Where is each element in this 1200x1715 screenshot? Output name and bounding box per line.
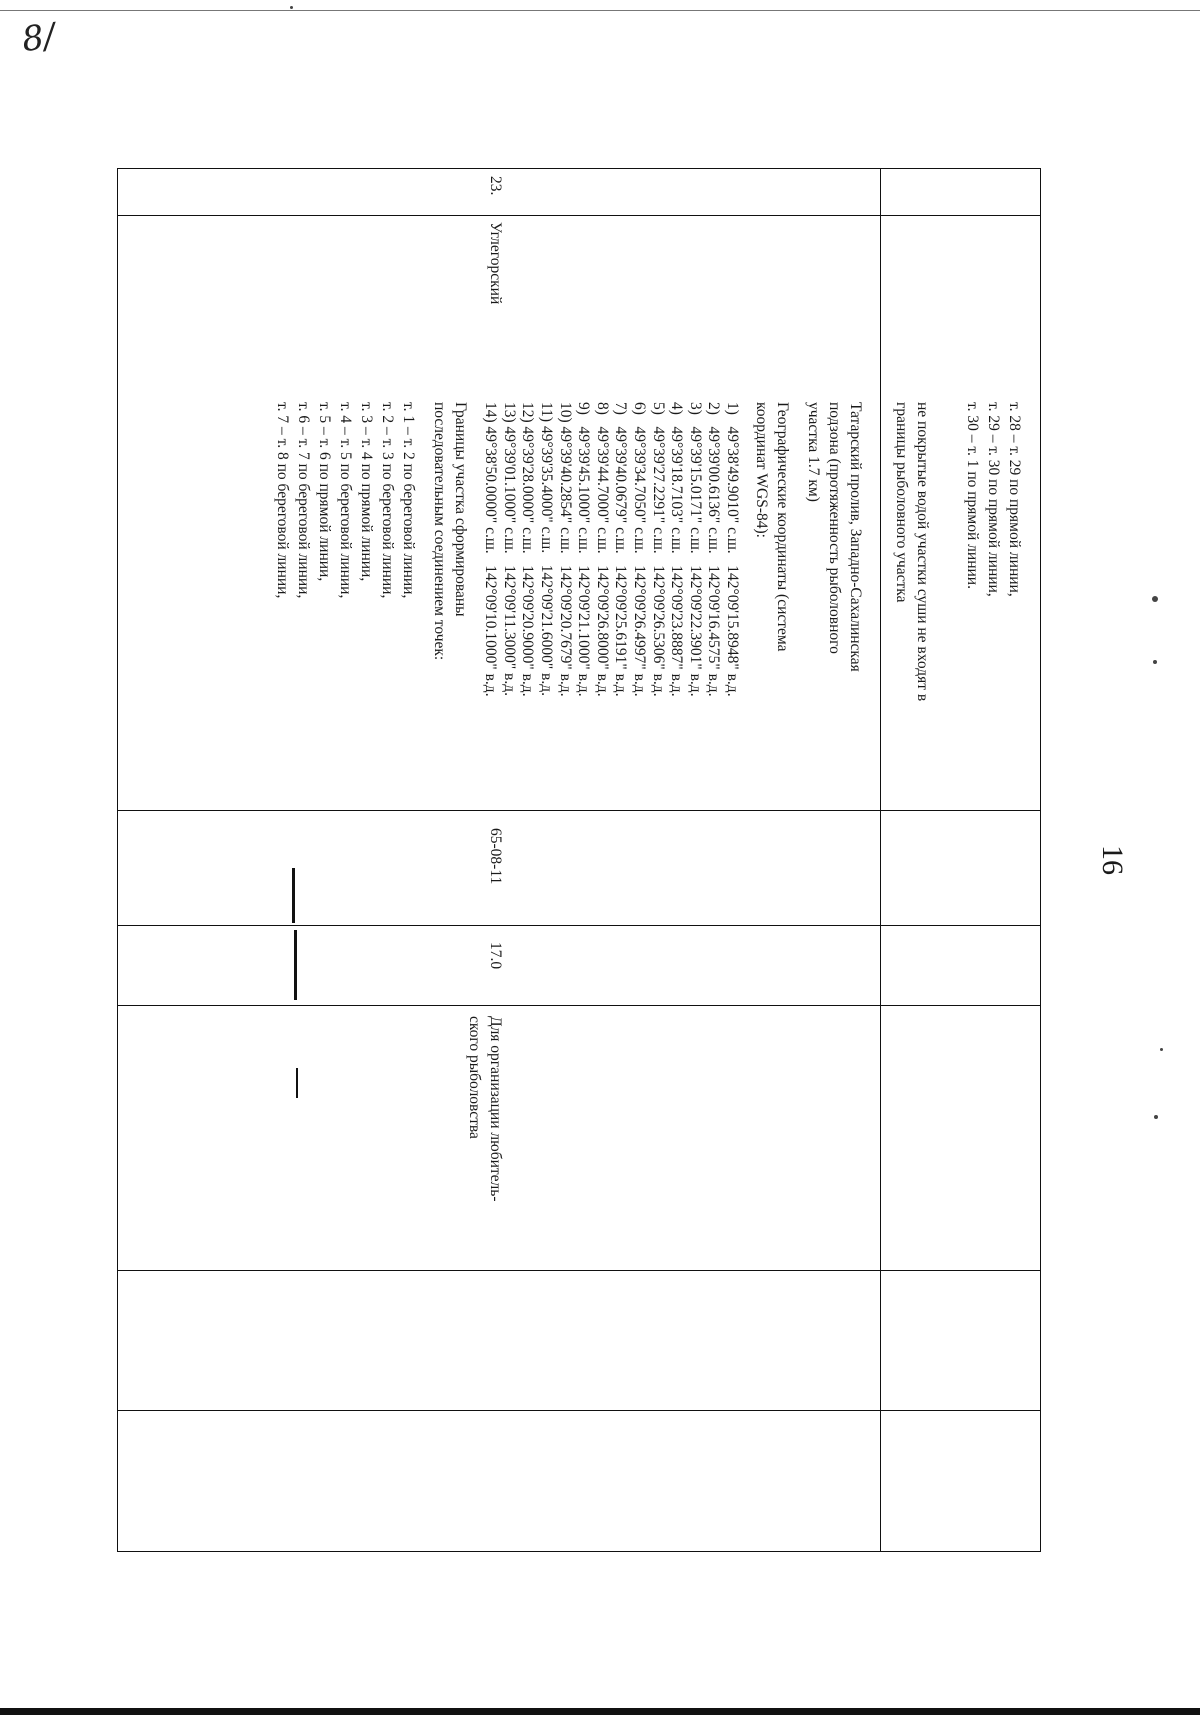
prev-row-note-line: границы рыболовного участка	[893, 402, 910, 603]
site-area: 17.0	[487, 942, 504, 970]
handwritten-mark: 8/	[19, 15, 58, 61]
coordinate-row: 1) 49°38'49.9010" с.ш. 142°09'15.8948" в.д.	[724, 402, 741, 697]
table-column-divider	[880, 168, 881, 1552]
coordinate-row: 8) 49°39'44.7000" с.ш. 142°09'26.8000" в.д.	[593, 402, 611, 697]
location-line: участка 1.7 км)	[805, 402, 822, 502]
bounds-line: т. 2 – т. 3 по береговой линии,	[378, 402, 396, 599]
table-row-divider	[117, 1410, 1041, 1411]
coordinate-row: 5) 49°39'27.2291" с.ш. 142°09'26.5306" в.д.	[649, 402, 667, 697]
site-code: 65-08-11	[487, 828, 504, 885]
bounds-title-line: Границы участка сформированы	[451, 402, 469, 617]
location-line: Татарский пролив, Западно-Сахалинская	[847, 402, 864, 672]
location-line: подзона (протяженность рыболовного	[826, 402, 843, 654]
scan-mark	[294, 930, 297, 1000]
table-frame	[117, 168, 1041, 1552]
bounds-title-line: последовательным соединением точек:	[430, 402, 448, 661]
bounds-line: т. 6 – т. 7 по береговой линии,	[294, 402, 312, 599]
coordinates-list	[481, 402, 741, 697]
prev-row-line: т. 28 – т. 29 по прямой линии,	[1006, 402, 1023, 597]
coordinate-row: 3) 49°39'15.0171" с.ш. 142°09'22.3901" в.д.	[686, 402, 704, 697]
scan-speck	[1154, 1115, 1158, 1119]
purpose-line: ского рыболовства	[466, 1016, 483, 1139]
purpose-line: Для организации любитель-	[487, 1016, 504, 1202]
scan-speck	[1160, 1048, 1163, 1051]
prev-row-note	[891, 402, 933, 701]
coords-title-line: координат WGS-84):	[753, 402, 770, 538]
site-purpose	[464, 1016, 506, 1202]
table-row-divider	[117, 1005, 1041, 1006]
coordinate-row: 7) 49°39'40.0679" с.ш. 142°09'25.6191" в.д.	[612, 402, 630, 697]
coordinate-row: 13) 49°39'01.1000" с.ш. 142°09'11.3000" в.д.	[500, 402, 518, 696]
scan-top-line	[0, 10, 1200, 11]
district-name: Углегорский	[487, 222, 504, 305]
scan-speck	[290, 6, 293, 9]
coordinate-row: 6) 49°39'34.7050" с.ш. 142°09'26.4997" в.д.	[631, 402, 649, 697]
table-row-divider	[117, 925, 1041, 926]
bounds-line: т. 3 – т. 4 по прямой линии,	[357, 402, 375, 582]
site-description	[272, 402, 866, 697]
coordinate-row: 2) 49°39'00.6136" с.ш. 142°09'16.4575" в.д.	[705, 402, 723, 697]
page-number: 16	[1096, 845, 1129, 875]
prev-row-note-line: не покрытые водой участки суши не входят в	[914, 402, 931, 702]
bounds-line: т. 1 – т. 2 по береговой линии,	[399, 402, 417, 599]
bounds-line: т. 5 – т. 6 по прямой линии,	[315, 402, 333, 582]
coordinate-row: 11) 49°39'35.4000" с.ш. 142°09'21.6000" в.д.	[538, 402, 556, 696]
prev-row-lines	[962, 402, 1025, 597]
table-row-divider	[117, 215, 1041, 216]
scan-mark	[296, 1068, 298, 1098]
coords-title-line: Географические координаты (система	[774, 402, 791, 652]
coordinate-row: 10) 49°39'40.2854" с.ш. 142°09'20.7679" в.д.	[556, 402, 574, 697]
coordinate-row: 4) 49°39'18.7103" с.ш. 142°09'23.8887" в.д.	[668, 402, 686, 697]
scan-mark	[292, 868, 295, 923]
scan-speck	[1153, 660, 1157, 664]
coordinate-row: 12) 49°39'28.0000" с.ш. 142°09'20.9000" в.д.	[519, 402, 537, 697]
coordinate-row: 9) 49°39'45.1000" с.ш. 142°09'21.1000" в.д.	[575, 402, 593, 697]
prev-row-line: т. 29 – т. 30 по прямой линии,	[985, 402, 1002, 597]
coordinate-row: 14) 49°38'50.0000" с.ш. 142°09'10.1000" в.д.	[482, 402, 500, 697]
table-row-divider	[117, 810, 1041, 811]
bounds-line: т. 4 – т. 5 по береговой линии,	[336, 402, 354, 599]
scan-speck	[1152, 596, 1158, 602]
row-number: 23.	[487, 176, 504, 196]
scan-bottom-bar	[0, 1708, 1200, 1715]
prev-row-line: т. 30 – т. 1 по прямой линии.	[964, 402, 981, 589]
table-row-divider	[117, 1270, 1041, 1271]
bounds-line: т. 7 – т. 8 по береговой линии,	[273, 402, 291, 599]
